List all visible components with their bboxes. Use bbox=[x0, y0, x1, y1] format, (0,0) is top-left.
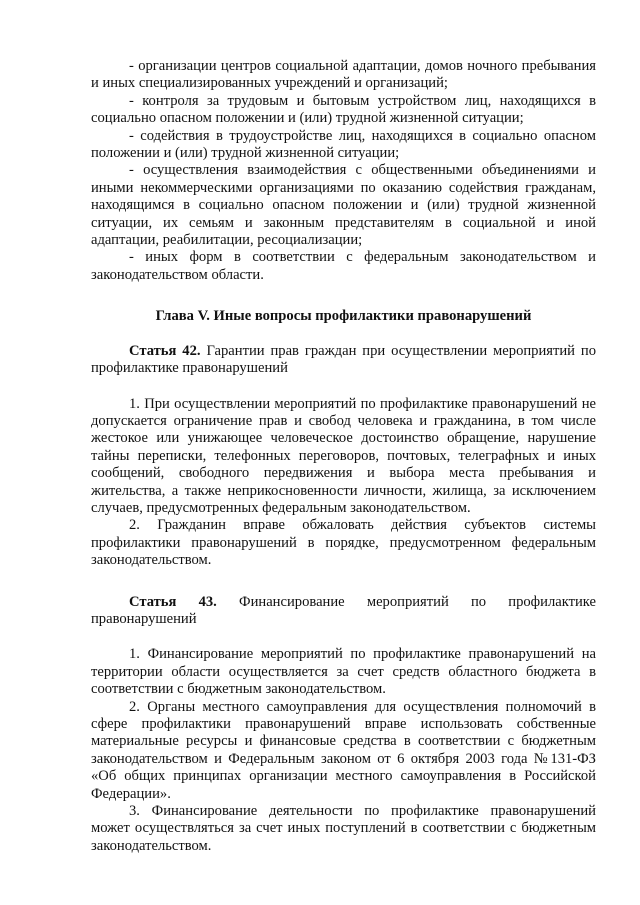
article-paragraph: 3. Финансирование деятельности по профилактике правонарушений может осуществляться за счет иных поступлений в соответствии с бюджетным законодательством. bbox=[91, 803, 596, 854]
article-43 bbox=[91, 594, 596, 856]
article-heading bbox=[91, 594, 596, 629]
article-title: Финансирование мероприятий по профилактике правонарушений bbox=[91, 593, 596, 627]
list-item: - осуществления взаимодействия с общественными объединениями и иными некоммерческими организациями по оказанию содействия гражданам, находящимся в социально опасном положении и (или) трудной жизненной ситуации, их семьям и законным представителям в социальной и иной адаптации, реабилитации, ресоциализации; bbox=[91, 162, 596, 249]
article-paragraph: 2. Гражданин вправе обжаловать действия субъектов системы профилактики правонарушений в порядке, предусмотренном федеральным законодательством. bbox=[91, 517, 596, 569]
list-item: - организации центров социальной адаптации, домов ночного пребывания и иных специализированных учреждений и организаций; bbox=[91, 58, 596, 92]
article-title: Гарантии прав граждан при осуществлении мероприятий по профилактике правонарушений bbox=[91, 342, 596, 377]
article-paragraph: 1. При осуществлении мероприятий по профилактике правонарушений не допускается ограничение прав и свобод человека и гражданина, в том числе жестокое или унижающее человеческое достоинство обращение, нарушение тайны переписки, телефонных переговоров, почтовых, телеграфных и иных сообщений, свободного передвижения и выбора места пребывания и жительства, а также неприкосновенности личности, жилища, за исключением случаев, предусмотренных федеральным законодательством. bbox=[91, 395, 596, 516]
list-item: - иных форм в соответствии с федеральным законодательством и законодательством области. bbox=[91, 249, 596, 283]
article-number: Статья 42. bbox=[129, 342, 201, 359]
list-section bbox=[91, 58, 596, 284]
list-item: - контроля за трудовым и бытовым устройством лиц, находящихся в социально опасном положении и (или) трудной жизненной ситуации; bbox=[91, 92, 596, 127]
article-paragraph: 1. Финансирование мероприятий по профилактике правонарушений на территории области осуществляется за счет средств областного бюджета в соответствии с бюджетным законодательством. bbox=[91, 646, 596, 698]
document-page bbox=[91, 58, 596, 855]
article-number: Статья 43. bbox=[129, 593, 217, 610]
list-item: - содействия в трудоустройстве лиц, находящихся в социально опасном положении и (или) трудной жизненной ситуации; bbox=[91, 127, 596, 162]
article-paragraph: 2. Органы местного самоуправления для осуществления полномочий в сфере профилактики правонарушений вправе использовать собственные материальные ресурсы и финансовые средства в соответствии с бюджетным законодательством и Федеральным законом от 6 октября 2003 года №131-ФЗ «Об общих принципах организации местного самоуправления в Российской Федерации». bbox=[91, 698, 596, 802]
article-heading bbox=[91, 343, 596, 378]
article-42 bbox=[91, 343, 596, 570]
chapter-title: Глава V. Иные вопросы профилактики правонарушений bbox=[155, 308, 532, 325]
